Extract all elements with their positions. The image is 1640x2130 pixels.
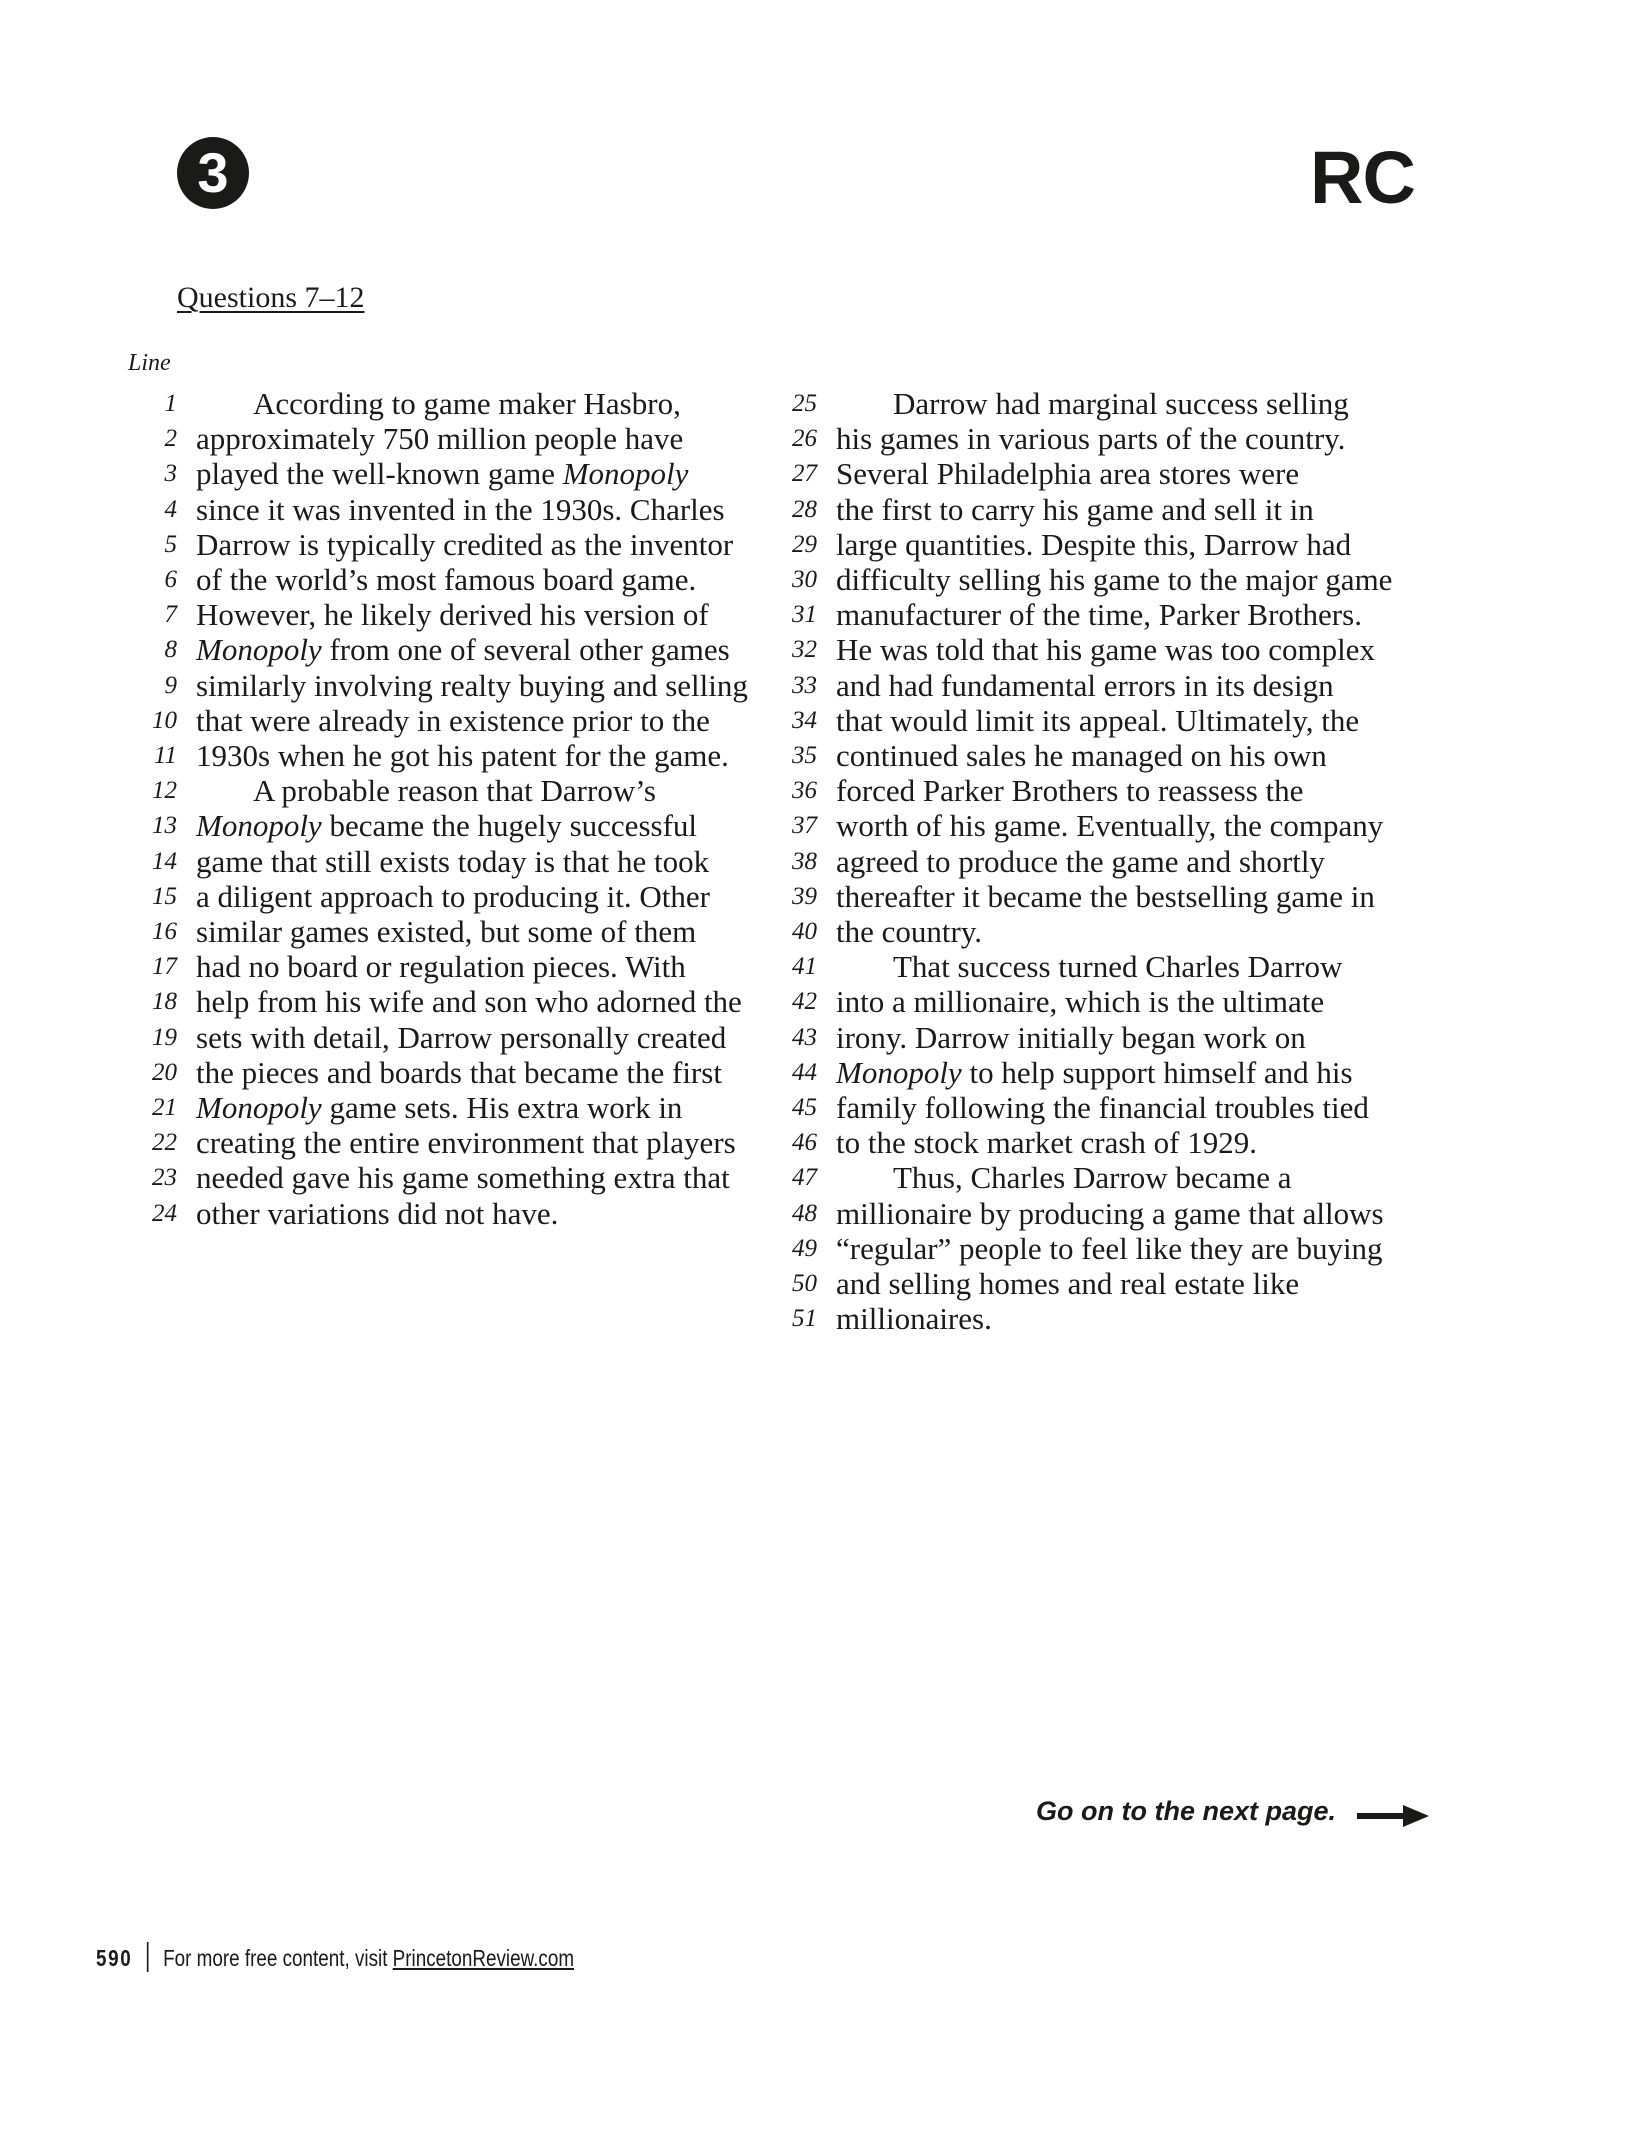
questions-heading: Questions 7–12 xyxy=(177,281,365,314)
line-text xyxy=(836,597,1362,632)
line-number: 22 xyxy=(152,1129,177,1157)
line-number: 10 xyxy=(152,706,177,734)
line-number: 17 xyxy=(152,953,177,981)
text-run: millionaire by producing a game that allows xyxy=(836,1195,1384,1231)
line-text xyxy=(836,1196,1384,1231)
line-text xyxy=(836,879,1375,914)
line-text xyxy=(196,984,742,1019)
line-text xyxy=(836,1231,1383,1266)
text-run: other variations did not have. xyxy=(196,1195,559,1231)
text-run: the first to carry his game and sell it in xyxy=(836,491,1314,527)
italic-title: Monopoly xyxy=(562,456,689,492)
line-number: 51 xyxy=(792,1305,817,1333)
line-text xyxy=(196,1125,736,1160)
text-run: 1930s when he got his patent for the game. xyxy=(196,738,729,773)
line-number: 7 xyxy=(164,601,177,629)
text-run: since it was invented in the 1930s. Charles xyxy=(196,491,725,527)
line-text xyxy=(196,492,725,527)
text-run: According to game maker Hasbro, xyxy=(253,386,681,421)
text-run: similarly involving realty buying and selling xyxy=(196,667,748,703)
text-run: that would limit its appeal. Ultimately, the xyxy=(836,702,1360,738)
text-run: the country. xyxy=(836,914,983,949)
line-text xyxy=(196,527,733,562)
line-number: 39 xyxy=(792,882,817,910)
line-text xyxy=(836,1055,1353,1090)
line-number: 23 xyxy=(152,1164,177,1192)
page-number: 590 xyxy=(96,1945,133,1971)
line-number: 29 xyxy=(792,530,817,558)
line-text xyxy=(196,421,683,456)
line-number: 13 xyxy=(152,812,177,840)
line-number: 49 xyxy=(792,1234,817,1262)
line-label: Line xyxy=(128,350,171,376)
line-text xyxy=(196,808,697,843)
footer-divider xyxy=(147,1942,148,1972)
italic-title: Monopoly xyxy=(196,808,322,844)
line-text xyxy=(836,456,1299,491)
line-number: 1 xyxy=(164,390,177,417)
page-footer xyxy=(96,1942,574,1972)
text-run: family following the financial troubles tied xyxy=(836,1090,1369,1125)
italic-title: Monopoly xyxy=(196,1090,322,1125)
line-text xyxy=(836,1266,1299,1301)
line-number: 41 xyxy=(792,953,817,981)
text-run: forced Parker Brothers to reassess the xyxy=(836,773,1304,809)
line-number: 3 xyxy=(164,460,177,488)
text-run: his games in various parts of the country. xyxy=(836,421,1346,457)
line-number: 30 xyxy=(792,566,817,593)
text-run: thereafter it became the bestselling game in xyxy=(836,878,1375,914)
text-run: large quantities. Despite this, Darrow had xyxy=(836,526,1352,562)
line-text xyxy=(196,1196,558,1231)
text-run: similar games existed, but some of them xyxy=(196,914,697,949)
italic-title: Monopoly xyxy=(836,1054,962,1090)
text-run: from one of several other games xyxy=(321,632,730,668)
text-run: a diligent approach to producing it. Other xyxy=(196,878,710,914)
line-number: 50 xyxy=(792,1270,817,1297)
line-text xyxy=(196,1020,726,1055)
line-number: 6 xyxy=(164,566,177,593)
text-run: manufacturer of the time, Parker Brothers. xyxy=(836,597,1362,633)
text-run: that were already in existence prior to the xyxy=(196,702,710,738)
line-number: 46 xyxy=(792,1129,817,1157)
line-text xyxy=(893,386,1349,421)
text-run: had no board or regulation pieces. With xyxy=(196,949,686,985)
line-number: 16 xyxy=(152,918,177,945)
line-number: 31 xyxy=(792,601,817,629)
text-run: and had fundamental errors in its design xyxy=(836,667,1334,703)
text-run: to the stock market crash of 1929. xyxy=(836,1125,1257,1161)
line-number: 42 xyxy=(792,988,817,1016)
line-number: 38 xyxy=(792,847,817,875)
text-run: sets with detail, Darrow personally created xyxy=(196,1019,727,1055)
line-number: 14 xyxy=(152,847,177,875)
line-text xyxy=(836,492,1314,527)
line-text xyxy=(893,1160,1292,1195)
line-text xyxy=(836,562,1392,597)
line-number: 25 xyxy=(792,390,817,417)
text-run: Darrow had marginal success selling xyxy=(893,386,1349,421)
line-number: 18 xyxy=(152,988,177,1016)
line-text xyxy=(836,421,1345,456)
text-run: of the world’s most famous board game. xyxy=(196,562,697,597)
line-text xyxy=(253,386,681,421)
text-run: to help support himself and his xyxy=(961,1054,1353,1090)
text-run: became the hugely successful xyxy=(321,808,698,844)
text-run: game that still exists today is that he took xyxy=(196,843,710,879)
line-text xyxy=(836,632,1375,667)
text-run: Darrow is typically credited as the inventor xyxy=(196,526,734,562)
text-run: That success turned Charles Darrow xyxy=(893,949,1343,985)
line-text xyxy=(836,1020,1306,1055)
line-text xyxy=(196,914,696,949)
text-run: Several Philadelphia area stores were xyxy=(836,456,1300,492)
line-text xyxy=(836,844,1325,879)
line-text xyxy=(836,703,1359,738)
line-number: 2 xyxy=(164,425,177,453)
text-run: approximately 750 million people have xyxy=(196,421,684,457)
continue-instruction: Go on to the next page. xyxy=(1036,1796,1337,1826)
line-number: 12 xyxy=(152,777,177,805)
line-text xyxy=(836,984,1324,1019)
line-text xyxy=(196,879,710,914)
text-run: Thus, Charles Darrow became a xyxy=(893,1160,1292,1196)
text-run: into a millionaire, which is the ultimate xyxy=(836,984,1325,1020)
text-run: difficulty selling his game to the major game xyxy=(836,562,1393,597)
line-number: 5 xyxy=(164,530,177,558)
text-run: the pieces and boards that became the first xyxy=(196,1054,722,1090)
line-text xyxy=(893,949,1342,984)
text-run: However, he likely derived his version of xyxy=(196,597,709,633)
text-run: A probable reason that Darrow’s xyxy=(253,773,656,809)
line-number: 44 xyxy=(792,1058,817,1086)
text-run: creating the entire environment that players xyxy=(196,1125,736,1161)
text-run: agreed to produce the game and shortly xyxy=(836,843,1325,879)
section-number-badge: 3 xyxy=(177,137,249,209)
line-number: 48 xyxy=(792,1199,817,1227)
line-number: 37 xyxy=(792,812,817,840)
line-number: 35 xyxy=(792,742,817,769)
section-code: RC xyxy=(1310,136,1415,219)
line-number: 28 xyxy=(792,495,817,523)
line-text xyxy=(836,773,1303,808)
line-number: 11 xyxy=(153,742,177,769)
text-run: help from his wife and son who adorned the xyxy=(196,984,742,1020)
line-number: 20 xyxy=(152,1058,177,1086)
line-number: 32 xyxy=(792,636,817,664)
line-text xyxy=(196,597,709,632)
text-run: played the well-known game xyxy=(196,456,563,492)
line-number: 40 xyxy=(792,918,817,945)
line-number: 33 xyxy=(792,671,817,699)
line-text xyxy=(196,738,729,773)
line-number: 8 xyxy=(164,636,177,664)
line-number: 43 xyxy=(792,1023,817,1051)
line-number: 34 xyxy=(792,706,817,734)
line-text xyxy=(196,562,696,597)
line-number: 36 xyxy=(792,777,817,805)
line-text xyxy=(836,914,982,949)
line-text xyxy=(196,632,730,667)
text-run: continued sales he managed on his own xyxy=(836,738,1327,773)
text-run: worth of his game. Eventually, the company xyxy=(836,808,1384,844)
line-text xyxy=(836,527,1351,562)
line-number: 19 xyxy=(152,1023,177,1051)
line-text xyxy=(196,703,710,738)
line-text xyxy=(196,844,709,879)
line-text xyxy=(836,1090,1369,1125)
text-run: irony. Darrow initially began work on xyxy=(836,1019,1306,1055)
text-run: millionaires. xyxy=(836,1301,992,1337)
text-run: “regular” people to feel like they are buying xyxy=(836,1230,1383,1266)
line-number: 9 xyxy=(164,671,177,699)
line-number: 24 xyxy=(152,1199,177,1227)
line-text xyxy=(196,668,748,703)
line-text xyxy=(836,738,1327,773)
line-text xyxy=(836,808,1383,843)
line-text xyxy=(196,949,686,984)
line-number: 47 xyxy=(792,1164,817,1192)
text-run: He was told that his game was too complex xyxy=(836,632,1375,668)
line-text xyxy=(196,1160,730,1195)
line-text xyxy=(196,1055,722,1090)
line-text xyxy=(196,456,688,491)
text-run: needed gave his game something extra that xyxy=(196,1160,730,1196)
line-number: 27 xyxy=(792,460,817,488)
text-run: and selling homes and real estate like xyxy=(836,1266,1300,1301)
line-number: 4 xyxy=(164,495,177,523)
footer-text: For more free content, visit xyxy=(163,1945,393,1971)
arrow-right-icon xyxy=(1357,1805,1429,1827)
italic-title: Monopoly xyxy=(196,632,322,668)
line-text xyxy=(836,668,1334,703)
line-text xyxy=(836,1301,992,1336)
line-number: 21 xyxy=(152,1094,177,1121)
princeton-review-link[interactable]: PrincetonReview.com xyxy=(392,1945,575,1971)
text-run: game sets. His extra work in xyxy=(321,1090,683,1125)
line-number: 15 xyxy=(152,882,177,910)
line-text xyxy=(836,1125,1257,1160)
line-text xyxy=(196,1090,682,1125)
line-number: 26 xyxy=(792,425,817,453)
line-text xyxy=(253,773,656,808)
line-number: 45 xyxy=(792,1094,817,1121)
